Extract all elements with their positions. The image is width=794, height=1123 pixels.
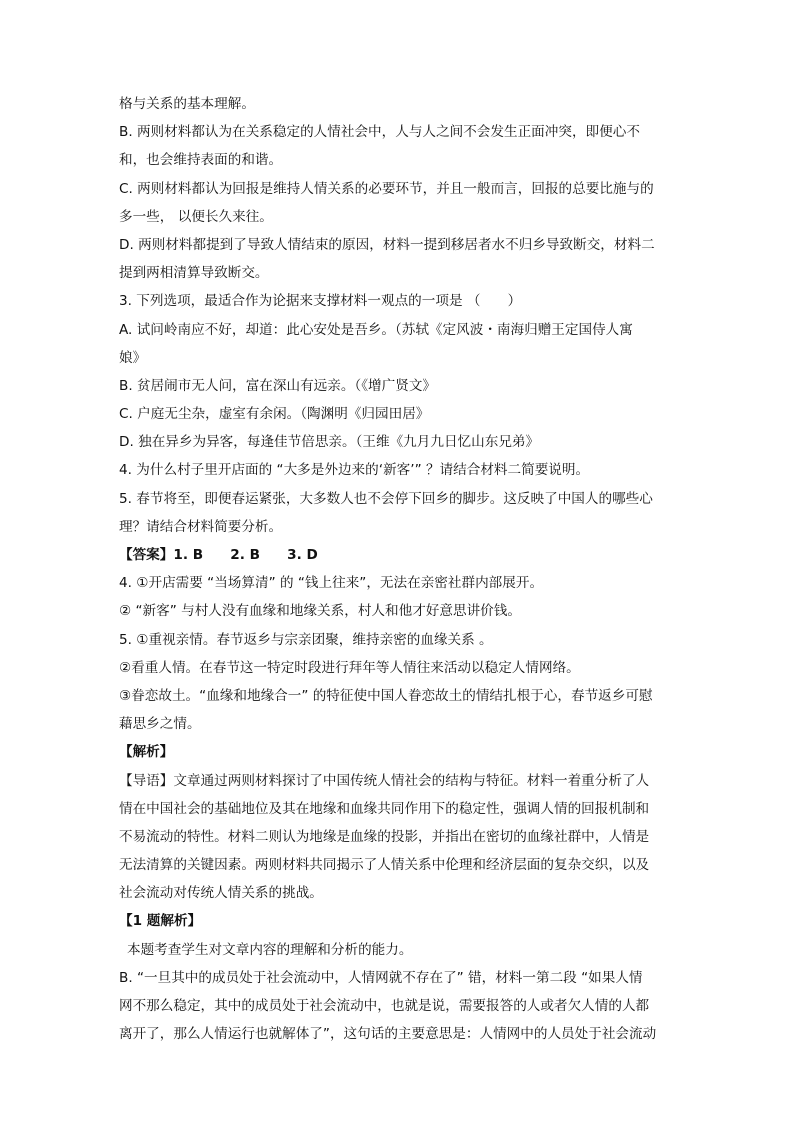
answer-5-point-2: ②看重人情。在春节这一特定时段进行拜年等人情往来活动以稳定人情网络。: [119, 659, 580, 676]
q3-option-c: C. 户庭无尘杂，虚室有余闲。（陶渊明《归园田居》: [119, 406, 430, 423]
q3-option-d: D. 独在异乡为异客，每逢佳节倍思亲。（王维《九月九日忆山东兄弟》: [119, 434, 540, 451]
answer-5-point-3: ③眷恋故土。“血缘和地缘合一” 的特征使中国人眷恋故土的情结扎根于心，春节返乡可慰: [119, 687, 653, 704]
option-c-line: C. 两则材料都认为回报是维持人情关系的必要环节，并且一般而言，回报的总要比施与的: [119, 180, 654, 197]
text-line: 情在中国社会的基础地位及其在地缘和血缘共同作用下的稳定性，强调人情的回报机制和: [119, 800, 650, 817]
question-4: 4. 为什么村子里开店面的 “大多是外边来的‘新客’” ？请结合材料二简要说明。: [119, 462, 590, 479]
text-line: 社会流动对传统人情关系的挑战。: [119, 885, 323, 902]
option-d-line: D. 两则材料都提到了导致人情结束的原因，材料一提到移居者水不归乡导致断交，材料二: [119, 236, 655, 253]
question-5: 5. 春节将至，即便春运紧张，大多数人也不会停下回乡的脚步。这反映了中国人的哪些心: [119, 490, 653, 507]
text-line: 不易流动的特性。材料二则认为地缘是血缘的投影，并指出在密切的血缘社群中，人情是: [119, 828, 650, 845]
option-b-line: B. 两则材料都认为在关系稳定的人情社会中，人与人之间不会发生正面冲突，即便心不: [119, 124, 640, 141]
answer-4-point-2: ② “新客” 与村人没有血缘和地缘关系，村人和他才好意思讲价钱。: [119, 603, 521, 620]
question-3: 3. 下列选项，最适合作为论据来支撑材料一观点的一项是 （ ）: [119, 293, 522, 310]
answer-heading: 【答案】1. B 2. B 3. D: [119, 547, 318, 563]
text-line: 无法清算的关键因素。两则材料共同揭示了人情关系中伦理和经济层面的复杂交织，以及: [119, 857, 650, 874]
answer-5-point-1: 5. ①重视亲情。春节返乡与宗亲团聚，维持亲密的血缘关系 。: [119, 631, 493, 648]
q3-option-b: B. 贫居闹市无人问，富在深山有远亲。（《增广贤文》: [119, 377, 437, 394]
text-line: 理？请结合材料简要分析。: [119, 518, 283, 535]
document-page: [119, 90, 679, 1048]
text-line: 格与关系的基本理解。: [119, 96, 255, 112]
text-line: 提到两相清算导致断交。: [119, 265, 269, 282]
text-line: 娘》: [119, 349, 147, 366]
q3-option-a: A. 试问岭南应不好，却道：此心安处是吾乡。（苏轼《定风波・南海归赠王定国侍人寓: [119, 321, 633, 338]
q1-analysis-heading: 【1 题解析】: [119, 913, 202, 930]
text-line: B. “一旦其中的成员处于社会流动中，人情网就不存在了” 错，材料一第二段 “如果人情: [119, 969, 643, 986]
text-line: 藉思乡之情。: [119, 716, 201, 733]
answer-4-point-1: 4. ①开店需要 “当场算清” 的 “钱上往来”，无法在亲密社群内部展开。: [119, 575, 544, 592]
text-line: 本题考查学生对文章内容的理解和分析的能力。: [127, 941, 413, 958]
text-line: 多一些， 以便长久来往。: [119, 208, 273, 225]
analysis-heading: 【解析】: [119, 744, 174, 761]
text-line: 网不那么稳定，其中的成员处于社会流动中，也就是说，需要报答的人或者欠人情的人都: [119, 998, 650, 1014]
text-line: 离开了，那么人情运行也就解体了”，这句话的主要意思是：人情网中的人员处于社会流动: [119, 1026, 657, 1043]
intro-line: 【导语】文章通过两则材料探讨了中国传统人情社会的结构与特征。材料一着重分析了人: [119, 772, 650, 789]
text-line: 和，也会维持表面的和谐。: [119, 152, 283, 169]
